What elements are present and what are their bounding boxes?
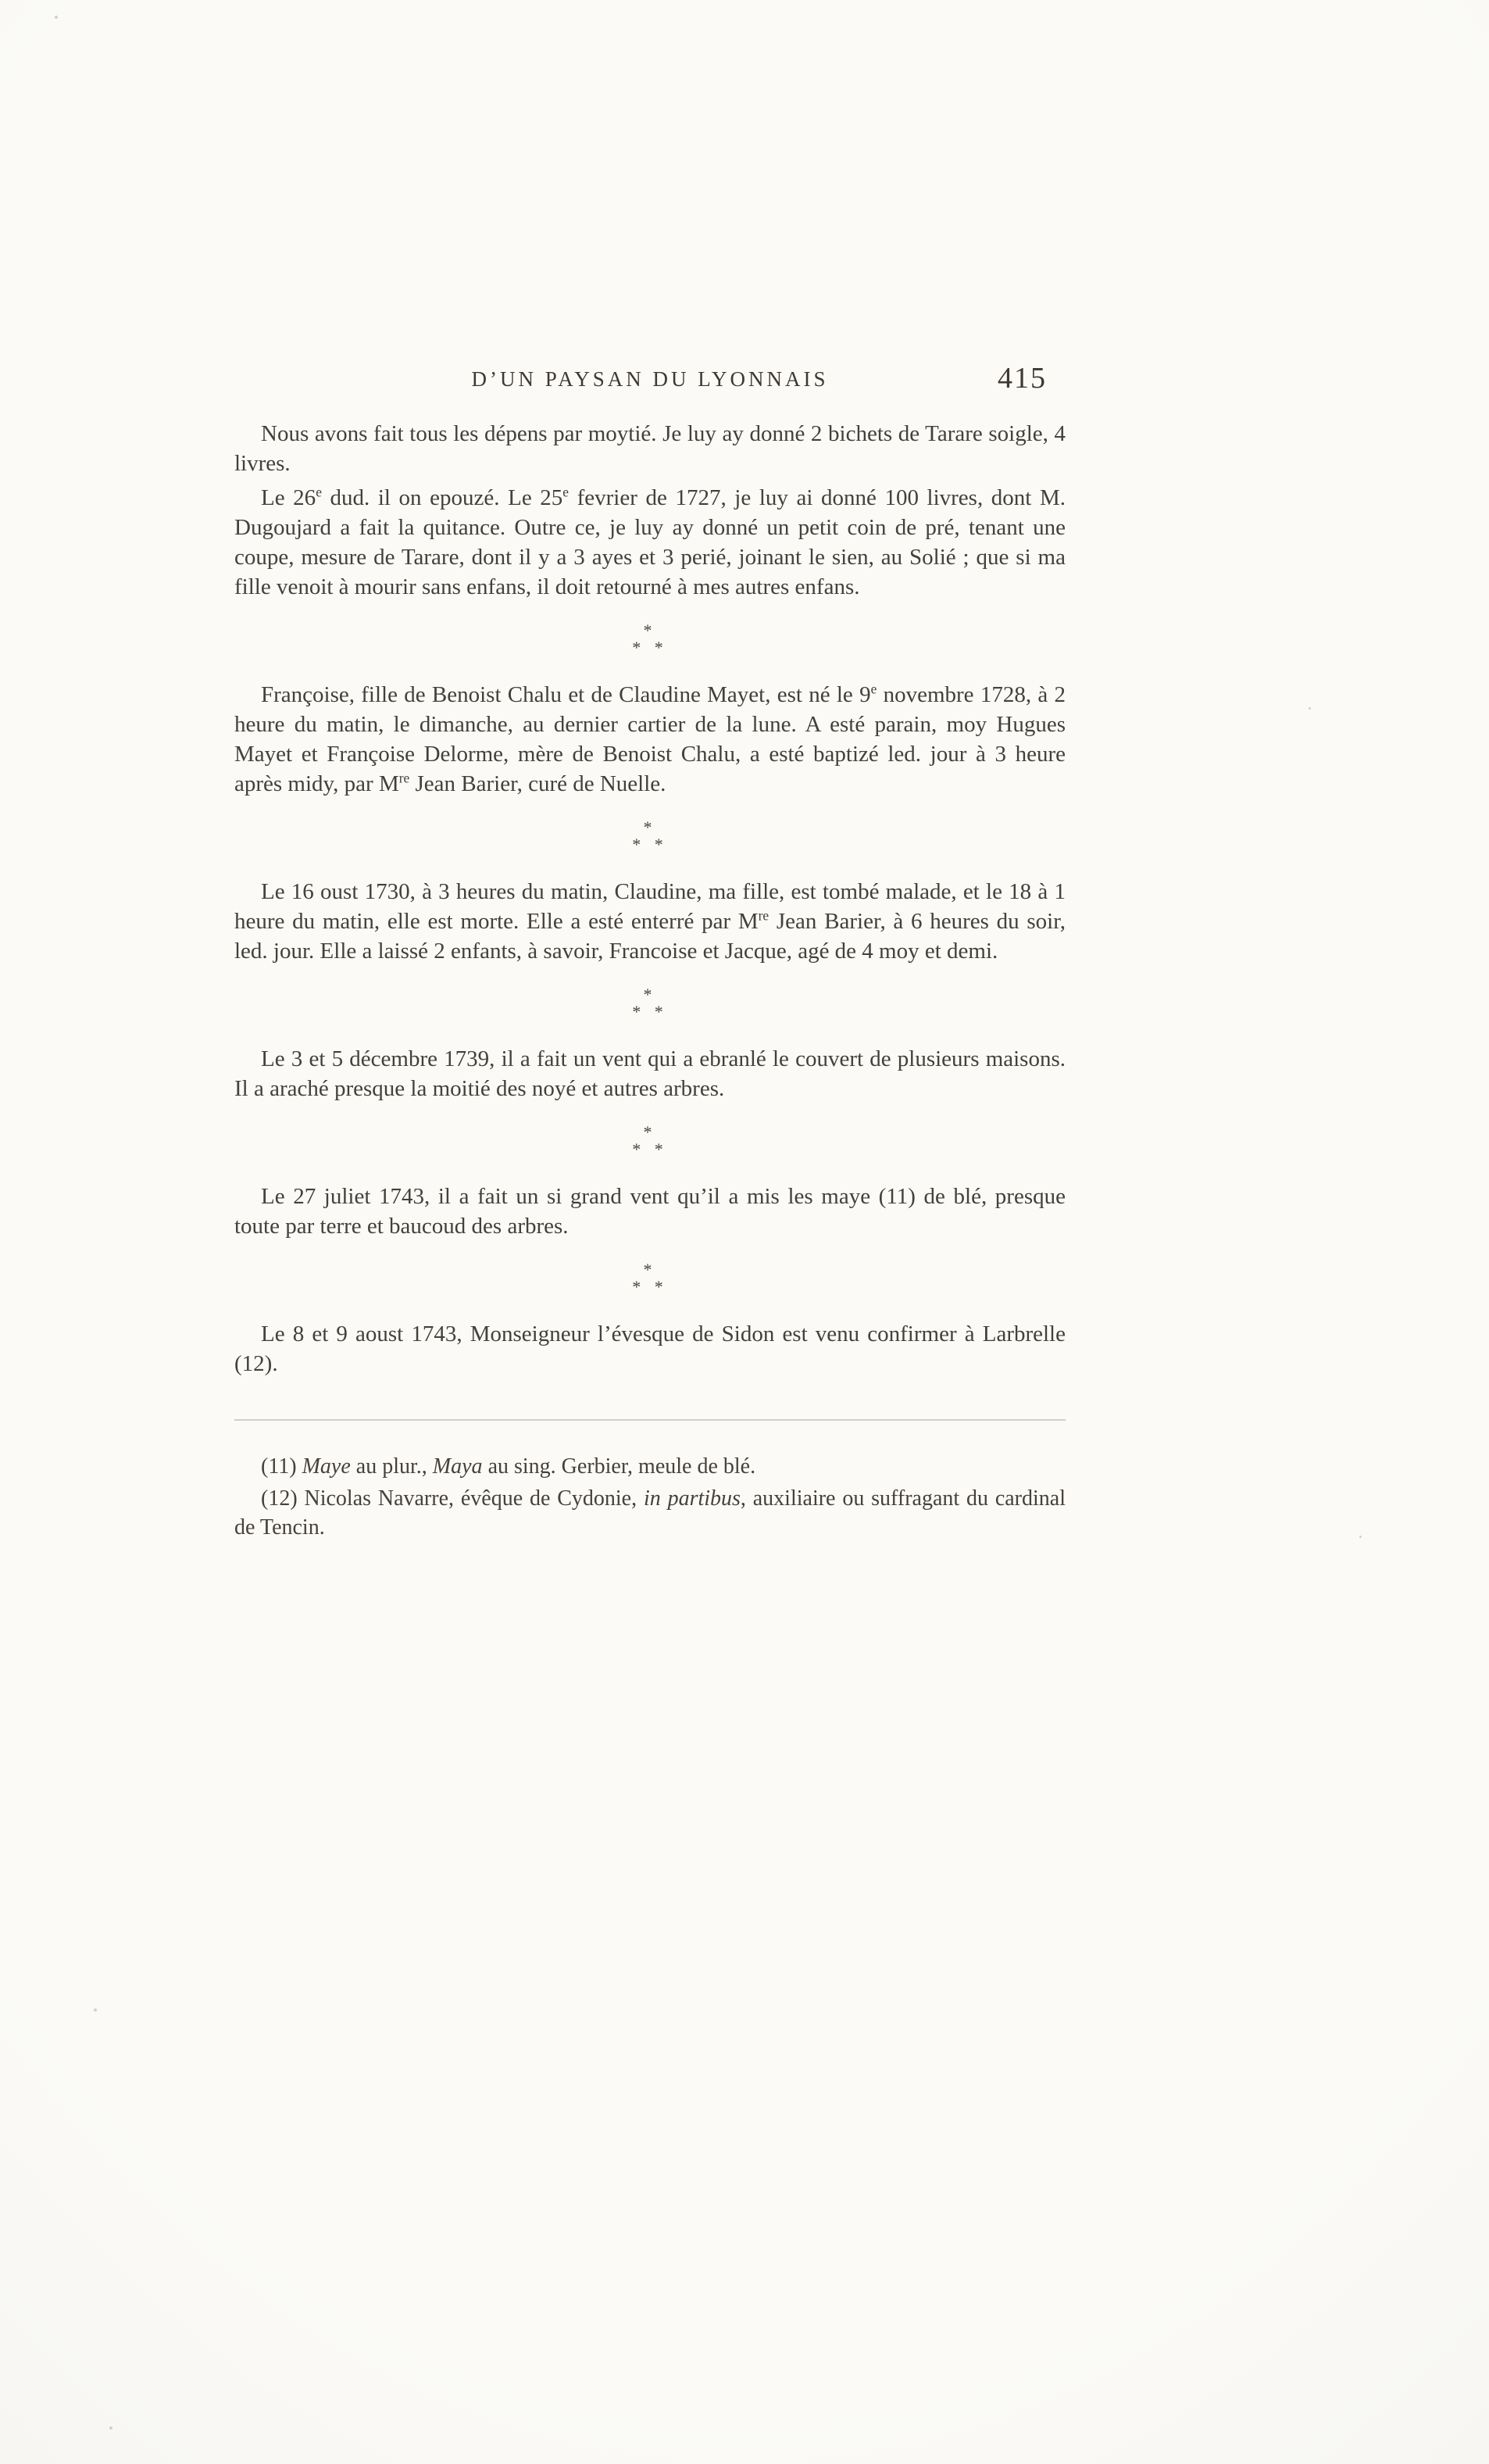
text-column (234, 361, 1066, 1545)
paragraph-2: Le 26e dud. il on epouzé. Le 25e fevrier de 1727, je luy ai donné 100 livres, dont M. Dugoujard a fait la quitance. Outre ce, je luy ay donné un petit coin de pré, tenant une coupe, mesure de Tarare, dont il y a 3 ayes et 3 perié, joinant le sien, au Solié ; que si ma fille venoit à mourir sans enfans, il doit retourné à mes autres enfans. (234, 484, 1066, 599)
asterism-top: * (643, 1122, 657, 1142)
asterism-separator-1 (234, 622, 1066, 656)
asterism-bottom: * * (632, 1002, 668, 1021)
page-number: 415 (998, 362, 1047, 395)
asterism-separator-2 (234, 819, 1066, 853)
scan-speck (1359, 1536, 1362, 1538)
asterism-bottom: * * (632, 1277, 668, 1296)
paragraph-5: Le 3 et 5 décembre 1739, il a fait un vent qui a ebranlé le couvert de plusieurs maisons. Il a araché presque la moitié des noyé et autres arbres. (234, 1046, 1066, 1101)
asterism-separator-4 (234, 1124, 1066, 1158)
asterism-top: * (643, 1260, 657, 1279)
asterism-bottom: * * (632, 638, 668, 657)
asterism-top: * (643, 620, 657, 640)
paragraph-1: Nous avons fait tous les dépens par moytié. Je luy ay donné 2 bichets de Tarare soigle, 4 livres. (234, 421, 1066, 476)
paragraph-4: Le 16 oust 1730, à 3 heures du matin, Claudine, ma fille, est tombé malade, et le 18 à 1 heure du matin, elle est morte. Elle a esté enterré par Mre Jean Barier, à 6 heures du soir, led. jour. Elle a laissé 2 enfants, à savoir, Francoise et Jacque, agé de 4 moy et demi. (234, 879, 1066, 964)
paragraph-7: Le 8 et 9 aoust 1743, Monseigneur l’évesque de Sidon est venu confirmer à Larbrelle (12). (234, 1321, 1066, 1376)
page-title: D’UN PAYSAN DU LYONNAIS (471, 367, 829, 391)
asterism-separator-5 (234, 1261, 1066, 1296)
paragraph-6: Le 27 juliet 1743, il a fait un si grand vent qu’il a mis les maye (11) de blé, presque toute par terre et baucoud des arbres. (234, 1184, 1066, 1239)
scan-speck (94, 2008, 97, 2012)
asterism-top: * (643, 985, 657, 1004)
asterism-bottom: * * (632, 835, 668, 854)
asterism-separator-3 (234, 986, 1066, 1021)
scan-speck (1309, 707, 1311, 710)
footnote-11: (11) Maye au plur., Maya au sing. Gerbier, meule de blé. (261, 1454, 756, 1479)
paragraph-3: Françoise, fille de Benoist Chalu et de Claudine Mayet, est né le 9e novembre 1728, à 2 heure du matin, le dimanche, au dernier cartier de la lune. A esté parain, moy Hugues Mayet et Françoise Delorme, mère de Benoist Chalu, a esté baptizé led. jour à 3 heure après midy, par Mre Jean Barier, curé de Nuelle. (234, 681, 1066, 796)
footnote-rule (234, 1419, 1066, 1421)
footnote-12: (12) Nicolas Navarre, évêque de Cydonie, in partibus, auxiliaire ou suffragant du cardinal de Tencin. (234, 1486, 1066, 1540)
asterism-top: * (643, 817, 657, 837)
asterism-bottom: * * (632, 1139, 668, 1159)
scan-speck (109, 2426, 112, 2430)
scan-speck (55, 16, 58, 19)
running-header (234, 361, 1066, 395)
